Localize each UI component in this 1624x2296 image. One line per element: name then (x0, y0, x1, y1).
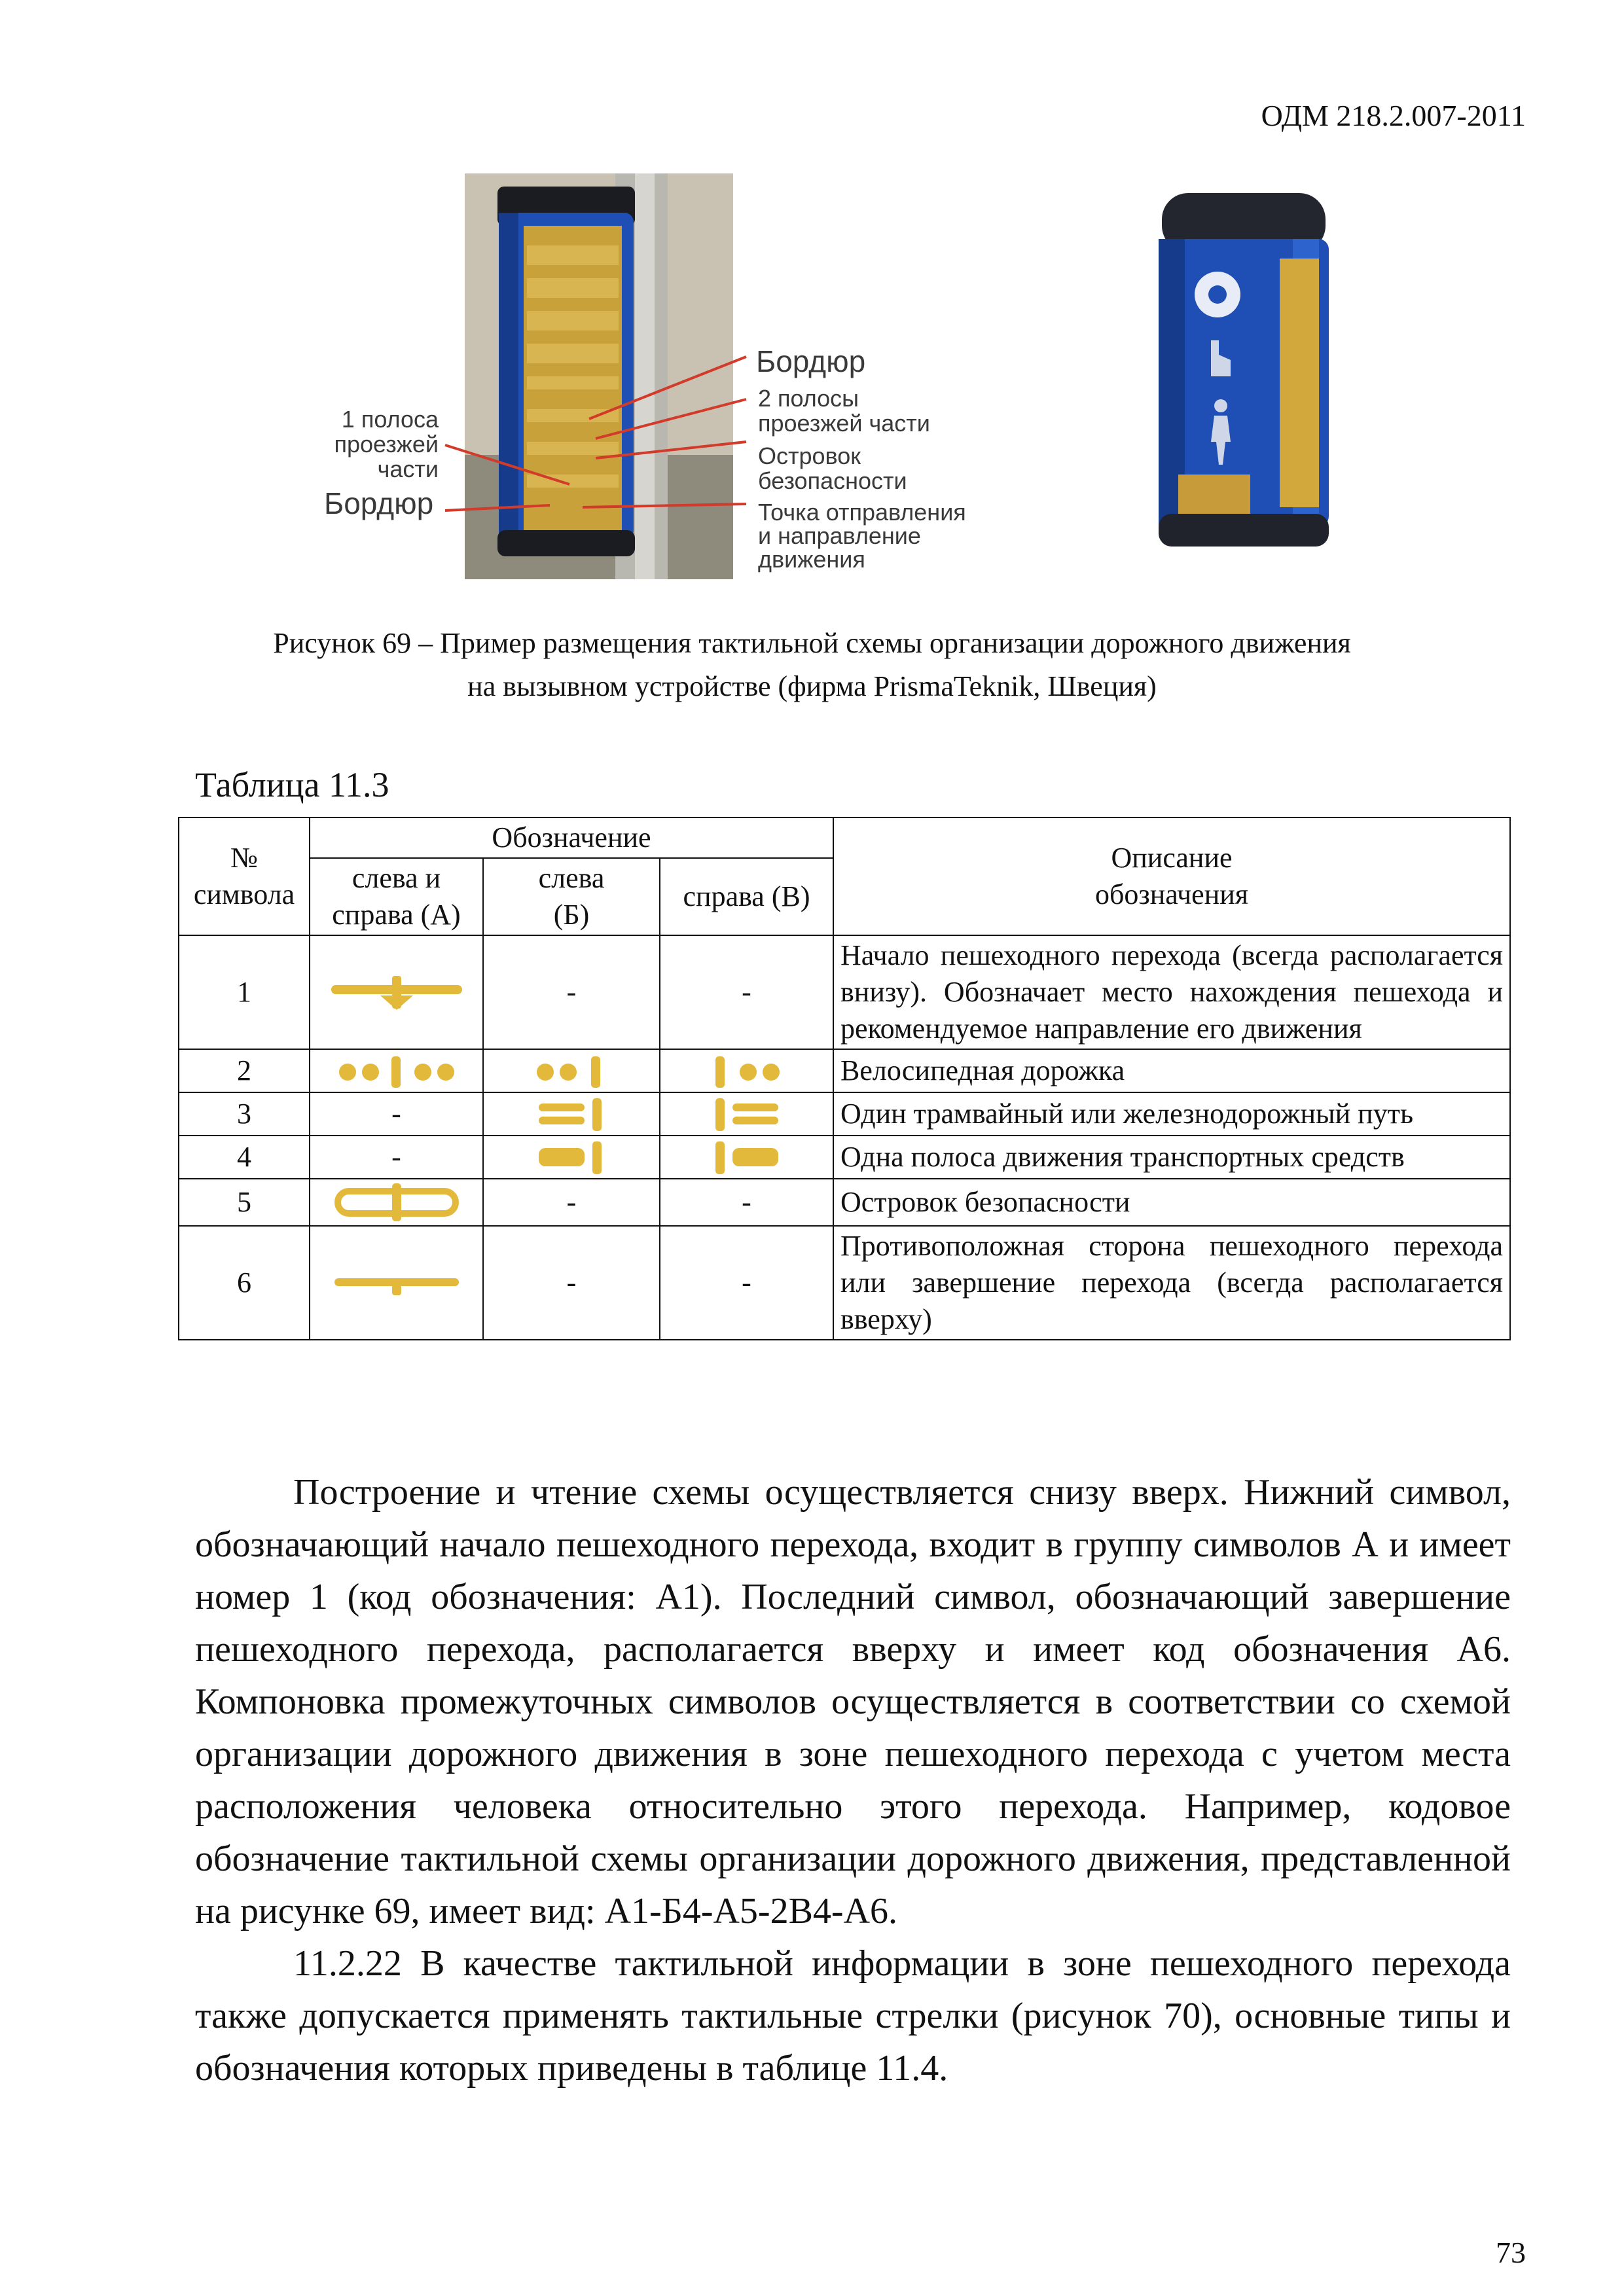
header-col-c: справа (В) (660, 858, 833, 935)
bike-path-symbol-both (331, 1051, 462, 1090)
symbol-c: - (660, 1226, 833, 1340)
row-description: Противоположная сторона пешеходного перехода или завершение перехода (всегда располагается вверху) (833, 1226, 1510, 1340)
callout-left-curb: Бордюр (324, 486, 434, 520)
callout-left-lane: 1 полоса проезжей части (334, 406, 439, 482)
table-row (179, 935, 1510, 1049)
symbol-b: - (483, 1179, 660, 1226)
table-row (179, 1049, 1510, 1092)
row-number: 6 (179, 1226, 310, 1340)
symbol-a: - (310, 1136, 483, 1179)
table-title: Таблица 11.3 (195, 765, 389, 804)
symbol-b (483, 1136, 660, 1179)
callout-right-lanes: 2 полосы проезжей части (758, 385, 930, 437)
row-description: Одна полоса движения транспортных средств (833, 1136, 1510, 1179)
row-description: Один трамвайный или железнодорожный путь (833, 1092, 1510, 1136)
table-row (179, 1092, 1510, 1136)
symbol-c (660, 1049, 833, 1092)
callout-right-start-point: Точка отправления и направление движения (758, 499, 966, 573)
start-crossing-symbol (328, 969, 465, 1015)
body-text (195, 1466, 1511, 2094)
page-number: 73 (1496, 2236, 1526, 2269)
symbol-b: - (483, 1226, 660, 1340)
header-col-a: слева и справа (А) (310, 858, 483, 935)
symbol-c: - (660, 935, 833, 1049)
symbol-a (310, 1179, 483, 1226)
tram-track-symbol-right (701, 1094, 793, 1134)
traffic-lane-symbol-right (701, 1138, 793, 1177)
header-designation: Обозначение (310, 817, 833, 858)
row-description: Начало пешеходного перехода (всегда располагается внизу). Обозначает место нахождения пешехода и рекомендуемое направление его движения (833, 935, 1510, 1049)
symbol-c: - (660, 1179, 833, 1226)
row-number: 1 (179, 935, 310, 1049)
symbol-a (310, 935, 483, 1049)
table-row (179, 1226, 1510, 1340)
header-symbol-number: № символа (179, 817, 310, 935)
symbol-c (660, 1136, 833, 1179)
row-number: 3 (179, 1092, 310, 1136)
row-description: Велосипедная дорожка (833, 1049, 1510, 1092)
row-number: 5 (179, 1179, 310, 1226)
symbol-a: - (310, 1092, 483, 1136)
table-header-row (179, 817, 1510, 858)
paragraph: Построение и чтение схемы осуществляется снизу вверх. Нижний символ, обозначающий начало пешеходного перехода, входит в группу символов А и имеет номер 1 (код обозначения: А1). Последний символ, обозначающий завершение пешеходного перехода, располагается вверху и имеет код обозначения А6. Компоновка промежуточных символов осуществляется в соответствии со схемой организации дорожного движения в зоне пешеходного перехода с учетом места расположения человека относительно этого перехода. Например, кодовое обозначение тактильной схемы организации дорожного движения, представленной на рисунке 69, имеет вид: А1-Б4-А5-2В4-А6. (195, 1472, 1511, 1931)
traffic-lane-symbol-left (526, 1138, 617, 1177)
symbol-c (660, 1092, 833, 1136)
symbol-b (483, 1092, 660, 1136)
symbol-b: - (483, 935, 660, 1049)
symbol-a (310, 1049, 483, 1092)
callout-right-island: Островок безопасности (758, 442, 907, 494)
table-row (179, 1136, 1510, 1179)
symbol-b (483, 1049, 660, 1092)
bike-path-symbol-left (526, 1051, 617, 1090)
paragraph: 11.2.22 В качестве тактильной информации в зоне пешеходного перехода также допускается применять тактильные стрелки (рисунок 70), основные типы и обозначения которых приведены в таблице 11.4. (195, 1943, 1511, 2089)
figure-photo-call-device (1149, 187, 1339, 556)
figure-caption: Рисунок 69 – Пример размещения тактильной схемы организации дорожного движения на вызывном устройстве (фирма PrismaTeknik, Швеция) (273, 627, 1351, 702)
bike-path-symbol-right (701, 1051, 793, 1090)
safety-island-symbol (328, 1181, 465, 1224)
row-description: Островок безопасности (833, 1179, 1510, 1226)
symbols-table (178, 817, 1511, 1340)
callout-right-curb: Бордюр (756, 344, 866, 378)
row-number: 4 (179, 1136, 310, 1179)
table-row (179, 1179, 1510, 1226)
row-number: 2 (179, 1049, 310, 1092)
header-description: Описание обозначения (833, 817, 1510, 935)
symbol-a (310, 1226, 483, 1340)
header-col-b: слева (Б) (483, 858, 660, 935)
end-crossing-symbol (328, 1266, 465, 1299)
tram-track-symbol-left (526, 1094, 617, 1134)
document-code: ОДМ 218.2.007-2011 (1261, 99, 1526, 132)
